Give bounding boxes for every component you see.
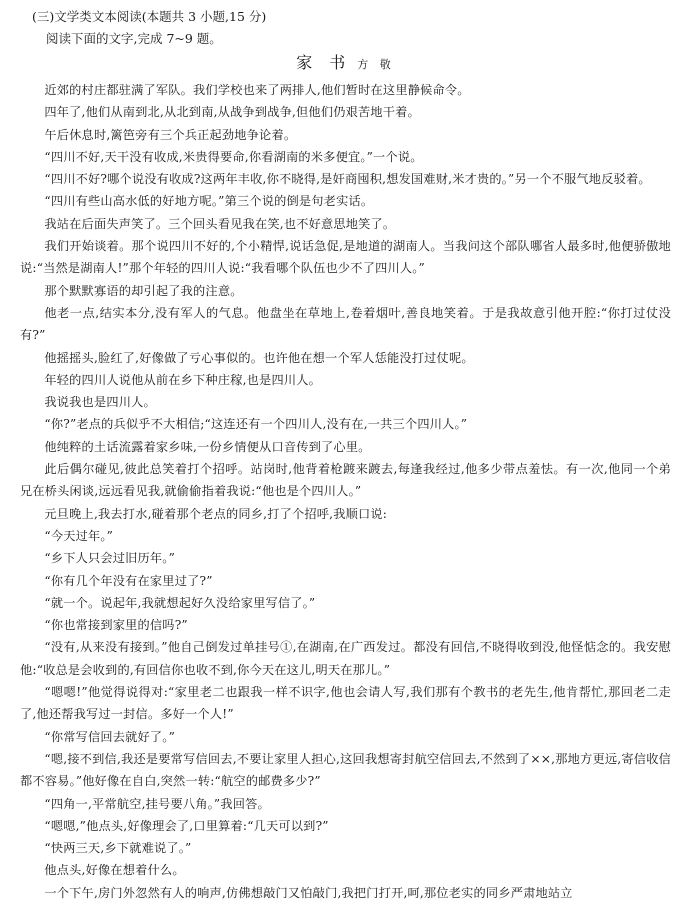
- story-paragraph: 他纯粹的土话流露着家乡味,一份乡情便从口音传到了心里。: [44, 439, 371, 454]
- story-paragraph: 年轻的四川人说他从前在乡下种庄稼,也是四川人。: [44, 372, 321, 387]
- story-paragraph: “四角一,平常航空,挂号要八角。”我回答。: [44, 796, 270, 811]
- story-paragraph: 他老一点,结实本分,没有军人的气息。他盘坐在草地上,卷着烟叶,善良地笑着。于是我故意引他开腔:“你打过仗没有?”: [20, 305, 671, 343]
- story-paragraph: 近郊的村庄都驻满了军队。我们学校也来了两排人,他们暂时在这里静候命令。: [44, 83, 470, 97]
- story-paragraph: “快两三天,乡下就难说了。”: [44, 841, 192, 856]
- story-paragraph: “你也常接到家里的信吗?”: [44, 618, 188, 633]
- story-paragraph: 他摇摇头,脸红了,好像做了亏心事似的。也许他在想一个军人恁能没打过仗呢。: [44, 350, 474, 365]
- story-title: 家 书: [296, 53, 352, 72]
- reading-instruction: 阅读下面的文字,完成 7~9 题。: [46, 31, 222, 46]
- story-paragraph: “四川有些山高水低的好地方呢。”第三个说的倒是句老实话。: [44, 194, 374, 209]
- story-paragraph: 我们开始谈着。那个说四川不好的,个小精悍,说话急促,是地道的湖南人。当我问这个部队哪省人最多时,他便骄傲地说:“当然是湖南人!”那个年轻的四川人说:“我看哪个队伍也少不了四川人。”: [20, 239, 671, 276]
- story-body: [20, 79, 671, 904]
- story-paragraph: “你有几个年没有在家里过了?”: [44, 573, 213, 588]
- story-paragraph: 我站在后面失声笑了。三个回头看见我在笑,也不好意思地笑了。: [44, 216, 396, 231]
- story-paragraph: 此后偶尔碰见,彼此总笑着打个招呼。站岗时,他背着枪踱来踱去,每逢我经过,他多少带点羞怯。有一次,他同一个弟兄在桥头闲谈,远远看见我,就偷偷指着我说:“他也是个四川人。”: [20, 462, 671, 499]
- story-paragraph: “就一个。说起年,我就想起好久没给家里写信了。”: [44, 595, 316, 610]
- story-paragraph: “四川不好?哪个说没有收成?这两年丰收,你不晓得,是奸商囤积,想发国难财,米才贵的。”另一个不服气地反驳着。: [44, 172, 651, 187]
- story-paragraph: “没有,从来没有接到。”他自己倒发过单挂号①,在湖南,在广西发过。都没有回信,不晓得收到没,他怪惦念的。我安慰他:“收总是会收到的,有回信你也收不到,你今天在这儿,明天在那儿。”: [20, 640, 671, 677]
- story-paragraph: 元旦晚上,我去打水,碰着那个老点的同乡,打了个招呼,我顺口说:: [44, 506, 388, 521]
- section-heading: (三)文学类文本阅读(本题共 3 小题,15 分): [32, 9, 267, 24]
- story-paragraph: “四川不好,天干没有收成,米贵得要命,你看湖南的米多便宜。”一个说。: [44, 149, 423, 164]
- story-paragraph: “你?”老点的兵似乎不大相信;“这连还有一个四川人,没有在,一共三个四川人。”: [44, 417, 468, 432]
- story-paragraph: “乡下人只会过旧历年。”: [44, 551, 176, 566]
- story-paragraph: “嗯嗯,”他点头,好像理会了,口里算着:“几天可以到?”: [44, 818, 329, 833]
- story-title-row: [20, 51, 671, 77]
- story-paragraph: 一个下午,房门外忽然有人的响声,仿佛想敲门又怕敲门,我把门打开,呵,那位老实的同乡严肃地站立: [44, 885, 573, 900]
- story-paragraph: 那个默默寡语的却引起了我的注意。: [44, 283, 243, 298]
- story-paragraph: 四年了,他们从南到北,从北到南,从战争到战争,但他们仍艰苦地干着。: [44, 105, 420, 120]
- story-paragraph: “今天过年。”: [44, 528, 114, 543]
- story-paragraph: “嗯,接不到信,我还是要常写信回去,不要让家里人担心,这回我想寄封航空信回去,不然到了××,那地方更远,寄信收信都不容易。”他好像在自白,突然一转:“航空的邮费多少?”: [20, 751, 671, 789]
- story-paragraph: “嗯嗯!”他觉得说得对:“家里老二也跟我一样不识字,他也会请人写,我们那有个教书的老先生,他肯帮忙,那回老二走了,他还帮我写过一封信。多好一个人!”: [20, 685, 671, 722]
- story-paragraph: 午后休息时,篱笆旁有三个兵正起劲地争论着。: [44, 127, 297, 142]
- story-paragraph: 他点头,好像在想着什么。: [44, 863, 185, 878]
- story-paragraph: 我说我也是四川人。: [44, 395, 156, 410]
- story-author: 方 敬: [357, 58, 395, 71]
- story-paragraph: “你常写信回去就好了。”: [44, 729, 176, 744]
